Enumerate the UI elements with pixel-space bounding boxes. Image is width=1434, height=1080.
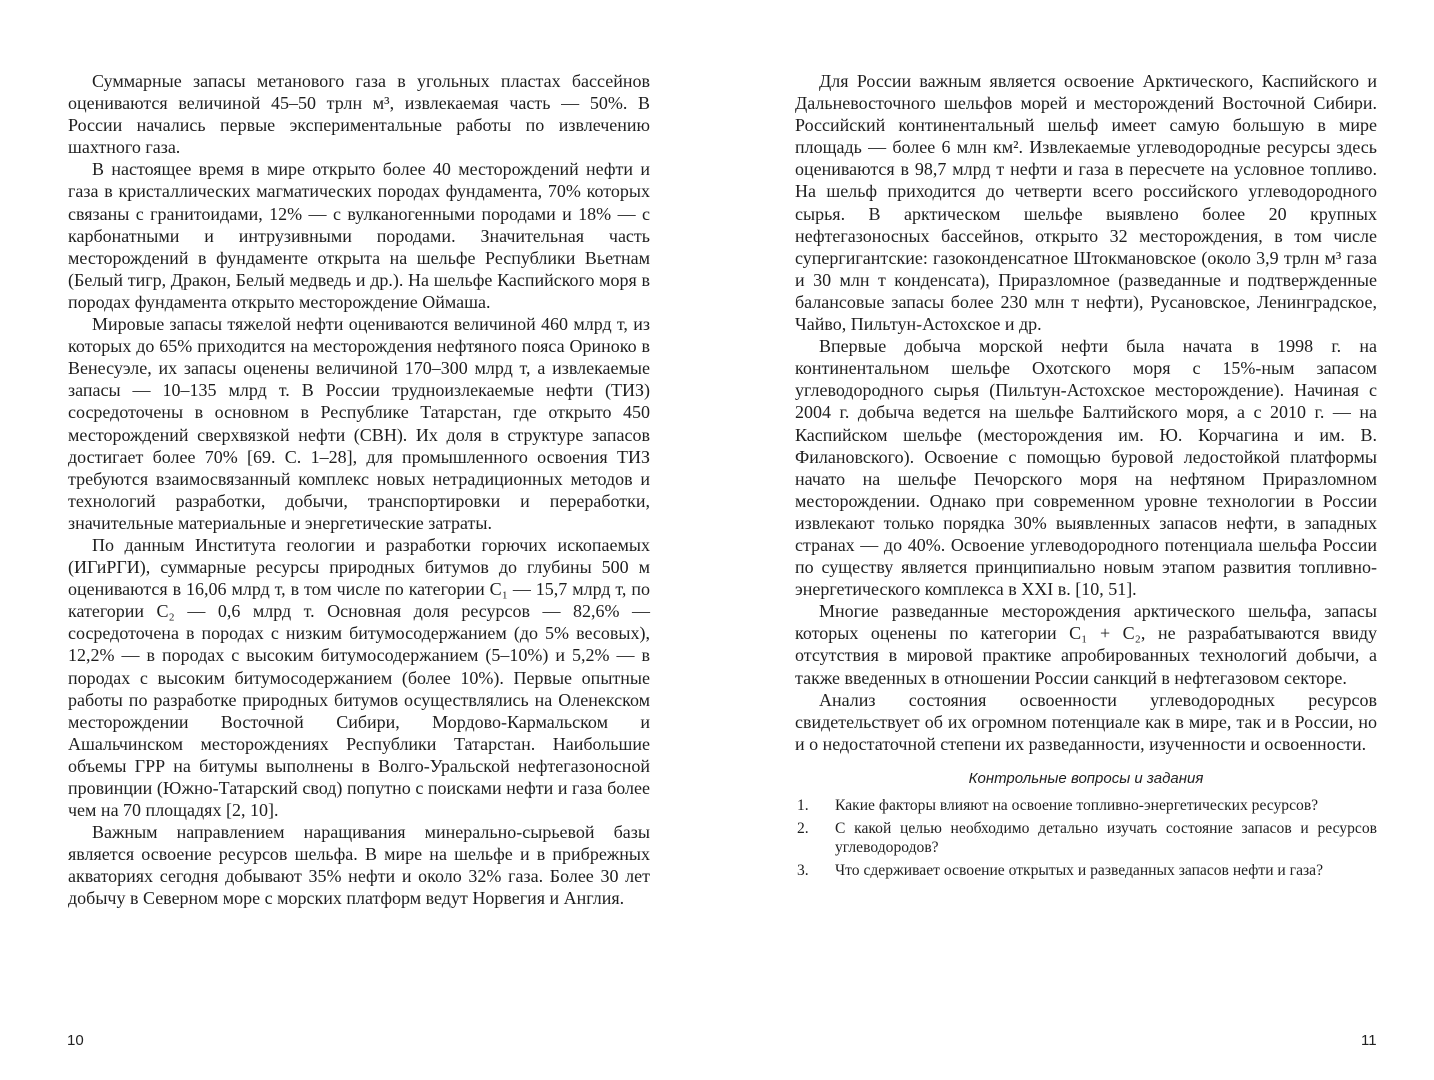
question-number: 3. [797,861,809,879]
question-text: Какие факторы влияют на освоение топливно-энергетических ресурсов? [835,797,1319,814]
questions-list [795,796,1377,880]
paragraph: По данным Института геологии и разработки горючих ископаемых (ИГиРГИ), суммарные ресурсы природных битумов до глубины 500 м оцениваются в 16,06 млрд т, в том числе по категории C₁ — 15,7 млрд т, по категории C₂ — 0,6 млрд т. Основная доля ресурсов — 82,6% — сосредоточена в породах с низким битумосодержанием (до 5% весовых), 12,2% — в породах с высоким битумосодержанием (5–10%) и 5,2% — в породах с высоким битумосодержанием (более 10%). Первые опытные работы по разработке природных битумов осуществлялись на Оленекском месторождении Восточной Сибири, Мордово-Кармальском и Ашальчинском месторождениях Республики Татарстан. Наибольшие объемы ГРР на битумы выполнены в Волго-Уральской нефтегазоносной провинции (Южно-Татарский свод) попутно с поисками нефти и газа более чем на 70 площадях [2, 10]. [68,534,650,821]
paragraph: Многие разведанные месторождения арктического шельфа, запасы которых оценены по категории C₁ + C₂, не разрабатываются ввиду отсутствия в мировой практике апробированных технологий добычи, а также введенных в отношении России санкций в нефтегазовом секторе. [795,601,1377,688]
question-number: 2. [797,819,809,837]
question-item [795,861,1377,881]
question-item [795,819,1377,858]
questions-heading: Контрольные вопросы и задания [968,769,1204,787]
paragraph: Мировые запасы тяжелой нефти оцениваются величиной 460 млрд т, из которых до 65% приходится на месторождения нефтяного пояса Ориноко в Венесуэле, их запасы оценены величиной 170–300 млрд т, а извлекаемые запасы — 10–135 млрд т. В России трудноизлекаемые нефти (ТИЗ) сосредоточены в основном в Республике Татарстан, где открыто 450 месторождений сверхвязкой нефти (СВН). Их доля в структуре запасов достигает более 70% [69. С. 1–28], для промышленного освоения ТИЗ требуются взаимосвязанный комплекс новых нетрадиционных методов и технологий разработки, добычи, транспортировки и переработки, значительные материальные и энергетические затраты. [68,314,650,533]
paragraph: В настоящее время в мире открыто более 40 месторождений нефти и газа в кристаллических магматических породах фундамента, 70% которых связаны с гранитоидами, 12% — с вулканогенными породами и 18% — с карбонатными и интрузивными породами. Значительная часть месторождений в фундаменте открыта на шельфе Республики Вьетнам (Белый тигр, Дракон, Белый медведь и др.). На шельфе Каспийского моря в породах фундамента открыто месторождение Оймаша. [68,159,650,312]
question-text: С какой целью необходимо детально изучать состояние запасов и ресурсов углеводородов? [835,819,1377,856]
paragraph: Анализ состояния освоенности углеводородных ресурсов свидетельствует об их огромном потенциале как в мире, так и в России, но и о недостаточной степени их разведанности, изученности и освоенности. [795,689,1377,754]
paragraph: Для России важным является освоение Арктического, Каспийского и Дальневосточного шельфов морей и месторождений Восточной Сибири. Российский континентальный шельф имеет самую большую в мире площадь — более 6 млн км². Извлекаемые углеводородные ресурсы здесь оцениваются в 98,7 млрд т нефти и газа в пересчете на условное топливо. На шельф приходится до четверти всего российского углеводородного сырья. В арктическом шельфе выявлено более 20 крупных нефтегазоносных бассейнов, открыто 32 месторождения, в том числе супергигантские: газоконденсатное Штокмановское (около 3,9 трлн м³ газа и 30 млн т конденсата), Приразломное (разведанные и подтвержденные балансовые запасы более 230 млн т нефти), Русановское, Ленинградское, Чайво, Пильтун-Астохское и др. [795,71,1377,335]
paragraph: Впервые добыча морской нефти была начата в 1998 г. на континентальном шельфе Охотского моря с 15%-ным запасом углеводородного сырья (Пильтун-Астохское месторождение). Начиная с 2004 г. добыча ведется на шельфе Балтийского моря, а с 2010 г. — на Каспийском шельфе (месторождения им. Ю. Корчагина и им. В. Филановского). Освоение с помощью буровой ледостойкой платформы начато на шельфе Печорского моря на нефтяном Приразломном месторождении. Однако при современном уровне технологии в России извлекают только порядка 30% выявленных запасов нефти, в западных странах — до 40%. Освоение углеводородного потенциала шельфа России по существу является принципиально новым этапом развития топливно-энергетического комплекса в XXI в. [10, 51]. [795,336,1377,600]
paragraph: Важным направлением наращивания минерально-сырьевой базы является освоение ресурсов шельфа. В мире на шельфе и в прибрежных акваториях сегодня добывают 35% нефти и около 32% газа. Более 30 лет добычу в Северном море с морских платформ ведут Норвегия и Англия. [68,822,650,909]
question-text: Что сдерживает освоение открытых и разведанных запасов нефти и газа? [835,861,1323,879]
left-page [68,70,650,910]
right-page [795,70,1377,883]
question-number: 1. [797,797,809,814]
question-item [795,796,1377,816]
page-number-right: 11 [1361,1032,1377,1049]
page-number-left: 10 [67,1032,84,1049]
paragraph: Суммарные запасы метанового газа в угольных пластах бассейнов оцениваются величиной 45–50 трлн м³, извлекаемая часть — 50%. В России начались первые экспериментальные работы по извлечению шахтного газа. [68,71,650,158]
